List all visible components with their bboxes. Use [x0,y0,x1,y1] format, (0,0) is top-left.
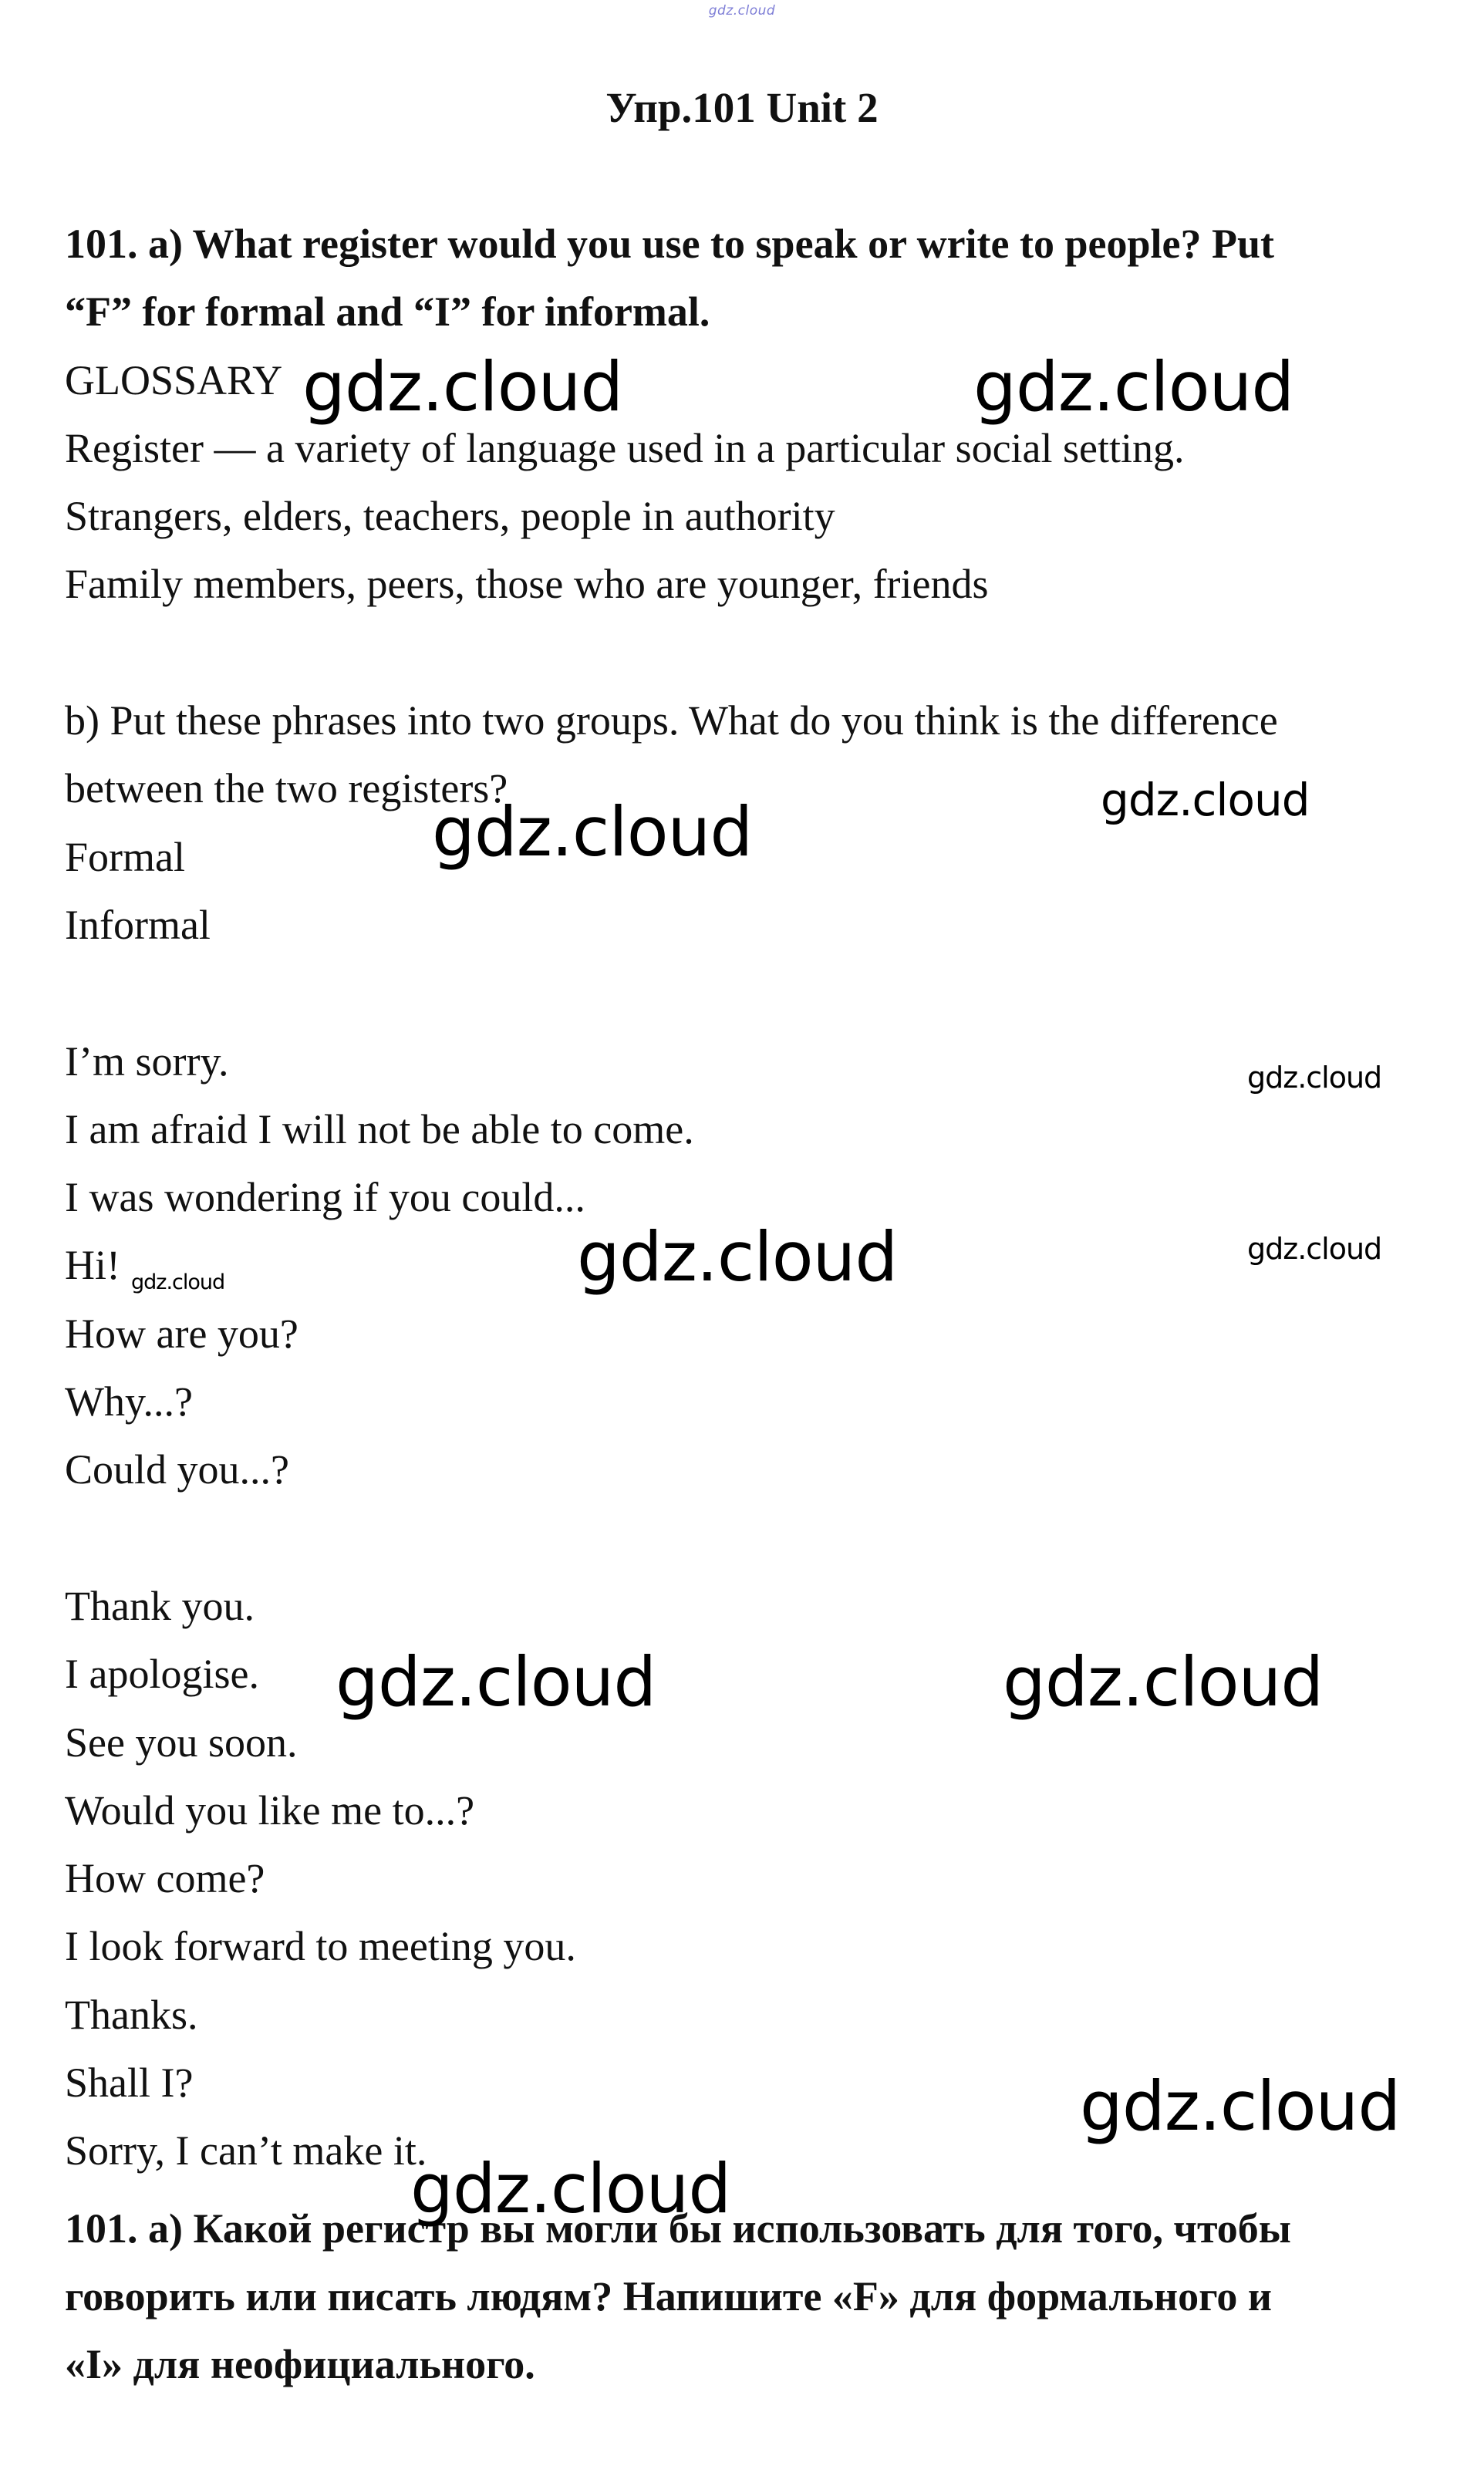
phrase-item: Thanks. [65,1991,198,2038]
formal-label: Formal [65,833,185,880]
watermark: gdz.cloud [1247,1232,1382,1266]
phrase-item: Would you like me to...? [65,1786,475,1834]
task-b-line-1: b) Put these phrases into two groups. What do you think is the difference [65,697,1278,744]
translation-line-2: говорить или писать людям? Напишите «F» для формального и [65,2272,1272,2319]
glossary-informal-group: Family members, peers, those who are younger, friends [65,561,989,608]
phrase-item: I’m sorry. [65,1037,229,1085]
watermark: gdz.cloud [410,2149,731,2228]
watermark: gdz.cloud [1080,2066,1401,2146]
phrase-item: I am afraid I will not be able to come. [65,1105,694,1152]
watermark: gdz.cloud [577,1217,898,1297]
watermark: gdz.cloud [973,347,1294,427]
spacer [65,1504,1422,1572]
watermark: gdz.cloud [1101,774,1310,826]
phrase-item: See you soon. [65,1719,298,1766]
task-a-line-2: “F” for formal and “I” for informal. [65,288,710,336]
watermark: gdz.cloud [336,1642,656,1722]
glossary-formal-group: Strangers, elders, teachers, people in authority [65,493,835,540]
phrase-item: Hi! [65,1242,120,1289]
translation-line-1: 101. а) Какой регистр вы могли бы использовать для того, чтобы [65,2205,1291,2252]
glossary-heading: GLOSSARY [65,356,283,403]
translation-line-3: «I» для неофициального. [65,2341,535,2388]
task-a-line-1: 101. a) What register would you use to speak or write to people? Put [65,221,1274,267]
glossary-definition: Register — a variety of language used in a particular social setting. [65,424,1185,471]
phrase-item: How are you? [65,1310,298,1357]
page-title: Упр.101 Unit 2 [605,84,879,131]
watermark: gdz.cloud [1003,1642,1324,1722]
task-b-line-2: between the two registers? [65,765,508,812]
phrase-item: I look forward to meeting you. [65,1923,576,1970]
informal-label: Informal [65,901,211,948]
phrase-item: Could you...? [65,1446,289,1493]
top-watermark: gdz.cloud [708,3,776,19]
phrase-item: Sorry, I can’t make it. [65,2127,427,2174]
phrase-item: I apologise. [65,1651,259,1698]
watermark: gdz.cloud [302,347,623,427]
phrase-item: I was wondering if you could... [65,1174,585,1221]
watermark: gdz.cloud [131,1270,225,1294]
spacer [65,619,1422,687]
spacer [65,959,1422,1027]
phrase-item: Thank you. [65,1582,255,1629]
phrase-item: How come? [65,1855,265,1902]
phrase-item: Why...? [65,1378,193,1425]
watermark: gdz.cloud [432,792,753,872]
phrase-item: Shall I? [65,2060,194,2107]
watermark: gdz.cloud [1247,1061,1382,1095]
